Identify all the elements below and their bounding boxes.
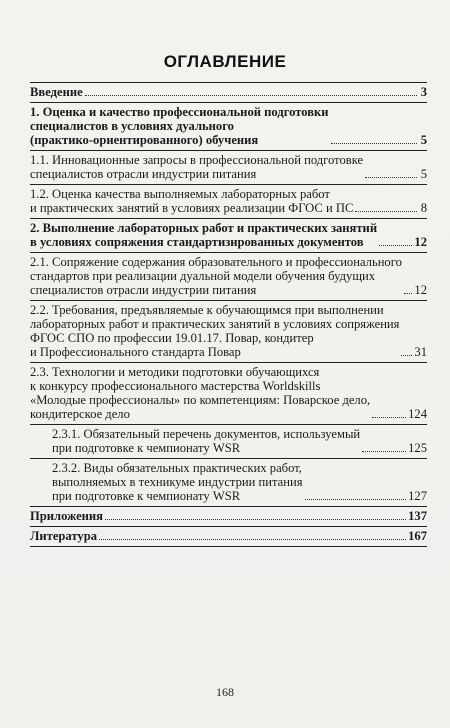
toc-entry-line — [30, 103, 427, 150]
toc-entry-page: 3 — [420, 85, 427, 99]
toc-entry-line — [30, 507, 427, 526]
toc-entry-line — [30, 83, 427, 102]
toc-entry — [30, 102, 427, 150]
dot-leader — [372, 416, 406, 418]
toc-entry — [30, 300, 427, 362]
toc-entry — [30, 184, 427, 218]
dot-leader — [331, 142, 417, 144]
toc-entry-page: 137 — [408, 509, 427, 523]
toc-entry — [30, 526, 427, 547]
dot-leader — [365, 176, 417, 178]
toc-entry-line — [30, 253, 427, 300]
toc-entry-line — [30, 151, 427, 184]
toc-entry — [30, 362, 427, 424]
toc-entry-line — [30, 219, 427, 252]
dot-leader — [105, 518, 406, 520]
dot-leader — [305, 498, 407, 500]
toc-entry-title: 2.2. Требования, предъявляемые к обучающимся при выполнении лабораторных работ и практических занятий в условиях сопряжения ФГОС СПО по профессии 19.01.17. Повар, кондитер и Профессионального стандарта Повар — [30, 303, 400, 359]
dot-leader — [85, 94, 417, 96]
dot-leader — [355, 210, 417, 212]
toc-entry — [30, 424, 427, 458]
toc-entry-line — [30, 425, 427, 458]
toc-entry-title: 1.2. Оценка качества выполняемых лабораторных работ и практических занятий в условиях реализации ФГОС и ПС — [30, 187, 354, 215]
toc-entry-title: 2.1. Сопряжение содержания образовательного и профессионального стандартов при реализации дуальной модели обучения будущих специалистов отрасли индустрии питания — [30, 255, 402, 297]
toc-heading: ОГЛАВЛЕНИЕ — [163, 52, 287, 71]
toc-entry-line — [30, 527, 427, 546]
toc-entry-page: 124 — [408, 407, 427, 421]
toc-entry-title: 2.3. Технологии и методики подготовки обучающихся к конкурсу профессионального мастерства Worldskills «Молодые профессионалы» по компетенциям: Поварское дело, кондитерское дело — [30, 365, 371, 421]
toc-entry-title: Литература — [30, 529, 98, 543]
toc-entry-line — [30, 185, 427, 218]
toc-entry-page: 125 — [408, 441, 427, 455]
toc-entry-line — [30, 301, 427, 362]
toc-entry-title: 2.3.1. Обязательный перечень документов, используемый при подготовке к чемпионату WSR — [52, 427, 361, 455]
toc-entry — [30, 150, 427, 184]
dot-leader — [362, 450, 406, 452]
dot-leader — [379, 244, 412, 246]
toc-entry-page: 5 — [420, 133, 427, 147]
toc-entry-title: Введение — [30, 85, 83, 99]
toc-entry — [30, 218, 427, 252]
toc-entry — [30, 252, 427, 300]
toc-entry-title: 1. Оценка и качество профессиональной подготовки специалистов в условиях дуального (практико-ориентированного) обучения — [30, 105, 329, 147]
toc-entry-line — [30, 459, 427, 506]
toc-entry-title: Приложения — [30, 509, 103, 523]
toc-entry-page: 31 — [414, 345, 427, 359]
toc-entry-page: 12 — [414, 235, 427, 249]
toc-entry — [30, 82, 427, 102]
toc-entry — [30, 506, 427, 526]
toc-entry-title: 2.3.2. Виды обязательных практических работ, выполняемых в техникуме индустрии питания при подготовке к чемпионату WSR — [52, 461, 303, 503]
table-of-contents — [30, 82, 427, 547]
toc-entry-page: 127 — [408, 489, 427, 503]
toc-entry-title: 2. Выполнение лабораторных работ и практических занятий в условиях сопряжения стандартизированных документов — [30, 221, 378, 249]
toc-entry-page: 12 — [414, 283, 427, 297]
toc-entry-line — [30, 363, 427, 424]
dot-leader — [99, 538, 406, 540]
dot-leader — [404, 292, 413, 294]
toc-entry-page: 167 — [408, 529, 427, 543]
toc-entry-title: 1.1. Инновационные запросы в профессиональной подготовке специалистов отрасли индустрии питания — [30, 153, 364, 181]
toc-entry-page: 8 — [420, 201, 427, 215]
toc-entry — [30, 458, 427, 506]
toc-entry-page: 5 — [420, 167, 427, 181]
page-number: 168 — [216, 685, 234, 699]
dot-leader — [401, 354, 412, 356]
